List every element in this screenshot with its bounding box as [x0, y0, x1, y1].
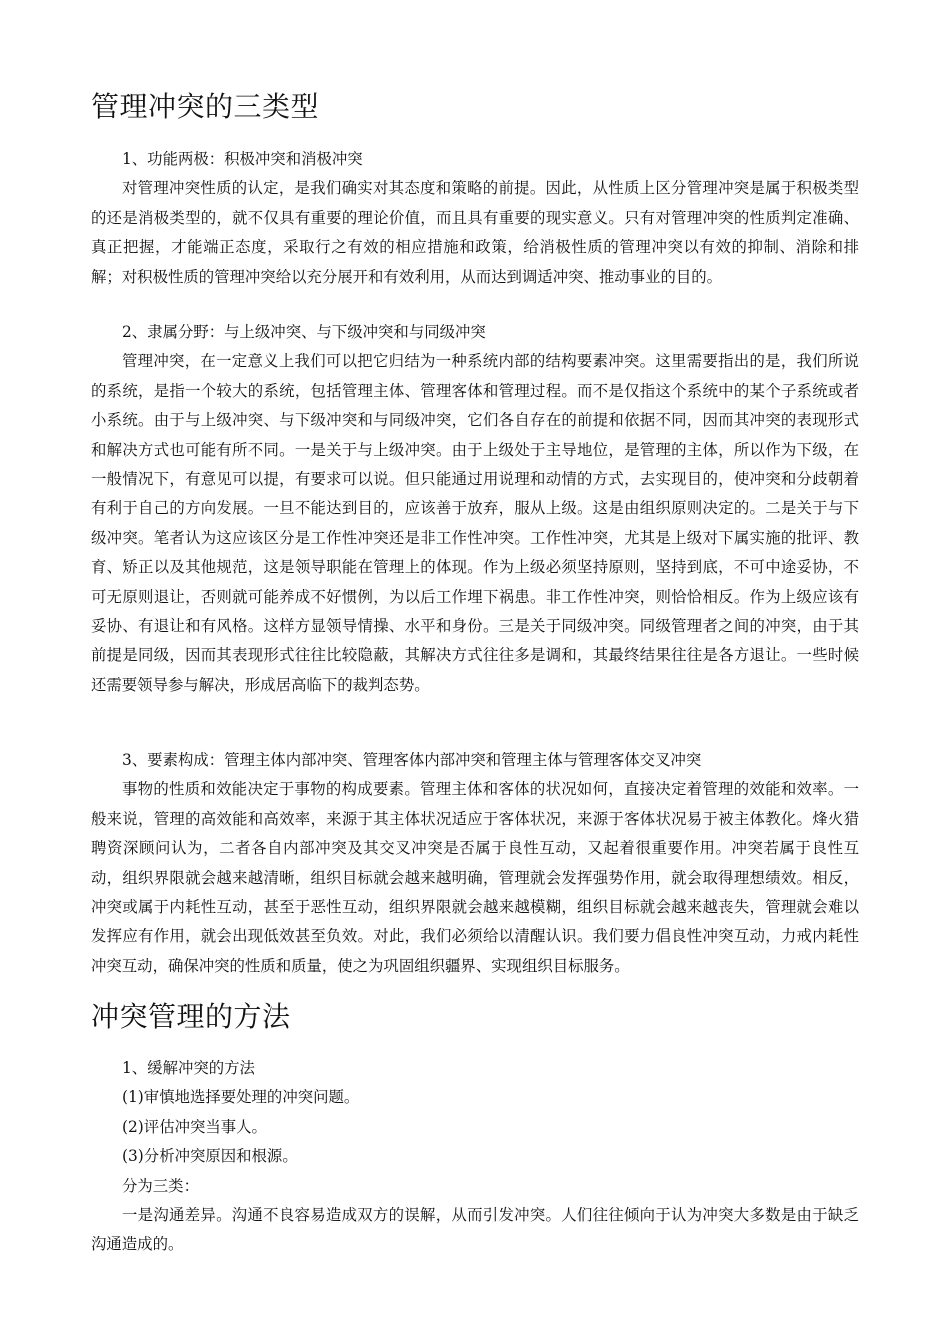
subsection-elements [91, 746, 859, 981]
subsection-functional-poles [91, 145, 859, 292]
list-item: (2)评估冲突当事人。 [122, 1117, 267, 1136]
subsection-heading: 3、要素构成：管理主体内部冲突、管理客体内部冲突和管理主体与管理客体交叉冲突 [122, 751, 702, 769]
paragraph: 事物的性质和效能决定于事物的构成要素。管理主体和客体的状况如何，直接决定着管理的效能和效率。一般来说，管理的高效能和高效率，来源于其主体状况适应于客体状况，来源于客体状况易于被主体教化。烽火猎聘资深顾问认为，二者各自内部冲突及其交叉冲突是否属于良性互动，又起着很重要作用。冲突若属于良性互动，组织界限就会越来越清晰，组织目标就会越来越明确，管理就会发挥强势作用，就会取得理想绩效。相反，冲突或属于内耗性互动，甚至于恶性互动，组织界限就会越来越模糊，组织目标就会越来越丧失，管理就会难以发挥应有作用，就会出现低效甚至负效。对此，我们必须给以清醒认识。我们要力倡良性冲突互动，力戒内耗性冲突互动，确保冲突的性质和质量，使之为巩固组织疆界、实现组织目标服务。 [91, 780, 859, 975]
list-item: (1)审慎地选择要处理的冲突问题。 [122, 1088, 360, 1107]
subsection-heading: 1、缓解冲突的方法 [122, 1059, 255, 1077]
subsection-communication [91, 1201, 859, 1260]
subsection-hierarchy [91, 318, 859, 700]
paragraph: 管理冲突，在一定意义上我们可以把它归结为一种系统内部的结构要素冲突。这里需要指出的是，我们所说的系统，是指一个较大的系统，包括管理主体、管理客体和管理过程。而不是仅指这个系统中的某个子系统或者小系统。由于与上级冲突、与下级冲突和与同级冲突，它们各自存在的前提和依据不同，因而其冲突的表现形式和解决方式也可能有所不同。一是关于与上级冲突。由于上级处于主导地位，是管理的主体，所以作为下级，在一般情况下，有意见可以提，有要求可以说。但只能通过用说理和动情的方式，去实现目的，使冲突和分歧朝着有利于自己的方向发展。一旦不能达到目的，应该善于放弃，服从上级。这是由组织原则决定的。二是关于与下级冲突。笔者认为这应该区分是工作性冲突还是非工作性冲突。工作性冲突，尤其是上级对下属实施的批评、教育、矫正以及其他规范，这是领导职能在管理上的体现。作为上级必须坚持原则，坚持到底，不可中途妥协，不可无原则退让，否则就可能养成不好惯例，为以后工作埋下祸患。非工作性冲突，则恰恰相反。作为上级应该有妥协、有退让和有风格。这样方显领导情操、水平和身份。三是关于同级冲突。同级管理者之间的冲突，由于其前提是同级，因而其表现形式往往比较隐蔽，其解决方式往往多是调和，其最终结果往往是各方退让。一些时候还需要领导参与解决，形成居高临下的裁判态势。 [91, 352, 859, 694]
paragraph: 对管理冲突性质的认定，是我们确实对其态度和策略的前提。因此，从性质上区分管理冲突是属于积极类型的还是消极类型的，就不仅具有重要的理论价值，而且具有重要的现实意义。只有对管理冲突的性质判定准确、真正把握，才能端正态度，采取行之有效的相应措施和政策，给消极性质的管理冲突以有效的抑制、消除和排解；对积极性质的管理冲突给以充分展开和有效利用，从而达到调适冲突、推动事业的目的。 [91, 179, 859, 286]
subsection-heading: 1、功能两极：积极冲突和消极冲突 [122, 150, 363, 168]
subsection-heading: 2、隶属分野：与上级冲突、与下级冲突和与同级冲突 [122, 323, 486, 341]
list-intro: 分为三类： [122, 1176, 199, 1195]
subsection-mitigation-methods [91, 1054, 859, 1201]
list-item: (3)分析冲突原因和根源。 [122, 1147, 298, 1166]
paragraph: 一是沟通差异。沟通不良容易造成双方的误解，从而引发冲突。人们往往倾向于认为冲突大多数是由于缺乏沟通造成的。 [91, 1206, 859, 1254]
section-title-management-methods: 冲突管理的方法 [91, 1000, 291, 1033]
section-title-conflict-types: 管理冲突的三类型 [91, 90, 320, 123]
